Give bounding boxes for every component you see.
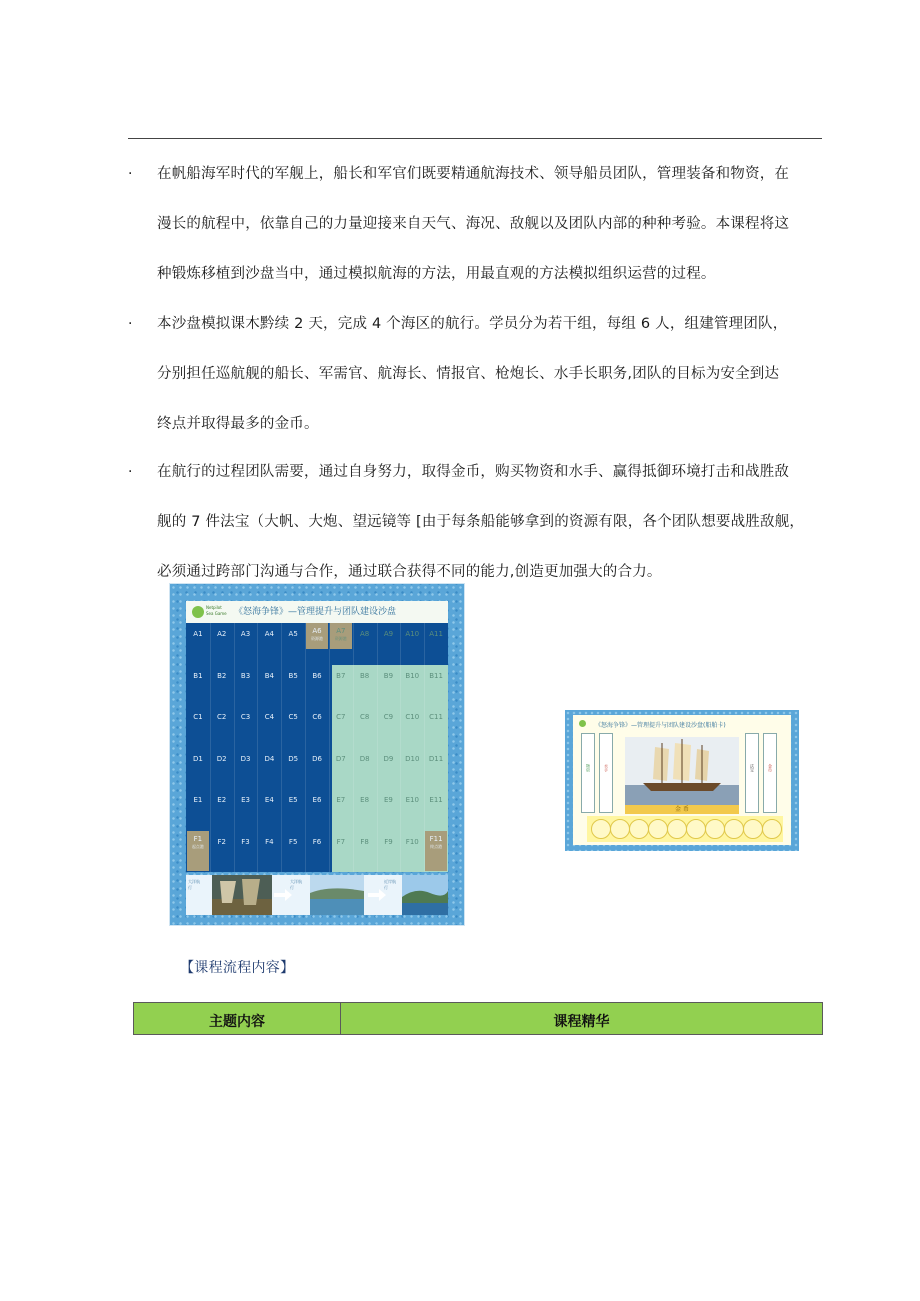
grid-cell-label: D6: [312, 754, 322, 763]
grid-cell: [305, 672, 329, 681]
grid-cell: [424, 630, 448, 639]
gold-bar: [625, 805, 739, 814]
grid-cell-label: F5: [288, 837, 298, 846]
grid-cell: [377, 796, 401, 805]
coin-slot-icon: [724, 819, 744, 839]
grid-cell-label: A9: [383, 630, 394, 638]
grid-cell: [400, 838, 424, 847]
grid-cell-label: B10: [405, 671, 420, 680]
grid-cell-label: E8: [360, 796, 370, 804]
grid-cell-label: A3: [240, 630, 251, 638]
port-label: 终点港: [430, 843, 443, 849]
grid-cell-label: C4: [264, 713, 275, 721]
grid-cell: [186, 796, 210, 805]
photo-caption: 大洋航行: [188, 879, 200, 890]
coast-photo: [310, 875, 364, 915]
coin-slot-icon: [591, 819, 611, 839]
grid-cell-label: C8: [359, 713, 370, 721]
grid-cell: [377, 672, 401, 681]
grid-cell: [186, 672, 210, 681]
photo-caption: 大洋航行: [290, 879, 302, 890]
grid-cell-label: C5: [288, 713, 298, 721]
coin-slot-icon: [743, 819, 763, 839]
grid-cell: [305, 838, 329, 847]
grid-cell-label: E11: [429, 796, 443, 804]
grid-cell-label: B2: [217, 671, 227, 680]
logo-icon: [192, 606, 204, 618]
grid-cell: [210, 796, 234, 805]
ship-card: [573, 715, 791, 845]
grid-cell-label: F11: [429, 834, 443, 843]
board-header: [186, 601, 448, 623]
sailing-ship-picture: [625, 737, 739, 805]
grid-cell-label: E9: [383, 796, 393, 804]
grid-cell: [353, 713, 377, 722]
grid-cell: [257, 838, 281, 847]
grid-cell-label: D7: [335, 754, 346, 763]
paragraph-line: 在航行的过程团队需要，通过自身努力，取得金币，购买物资和水手、赢得抵御环境打击和战胜敌: [157, 464, 790, 480]
section-label: 【课程流程内容】: [180, 960, 295, 976]
coin-slots: [587, 816, 783, 842]
grid-cell-label: D11: [428, 754, 444, 763]
card-title: 《怒海争锋》—管理提升与团队建设沙盘(船舶卡): [595, 722, 726, 729]
grid-cell-label: F4: [265, 837, 274, 846]
paragraph-line: 舰的 7 件法宝（大帆、大炮、望远镜等 [由于每条船能够拿到的资源有限，各个团队想要战胜敌舰，: [157, 514, 805, 530]
paragraph-line: 种锻炼移植到沙盘当中，通过模拟航海的方法，用最直观的方法模拟组织运营的过程。: [157, 266, 716, 282]
grid-cell: [424, 755, 448, 764]
grid-cell-label: F10: [405, 837, 419, 846]
course-flow-table: [133, 1002, 823, 1035]
grid-cell: [234, 838, 258, 847]
grid-cell: [329, 713, 353, 722]
grid-cell-label: B8: [359, 671, 370, 680]
bullet-icon: ·: [128, 166, 133, 182]
coin-slot-icon: [629, 819, 649, 839]
grid-cell-label: C6: [312, 713, 322, 721]
grid-cell: [234, 796, 258, 805]
grid-line: [305, 623, 306, 872]
grid-cell: [186, 630, 210, 639]
grid-line: [353, 623, 354, 872]
grid-cell-label: F8: [360, 837, 369, 846]
grid-cell-label: D3: [240, 754, 251, 763]
grid-cell-label: C3: [240, 713, 251, 721]
card-slot: [599, 733, 613, 813]
grid-cell: [257, 672, 281, 681]
grid-cell-label: E5: [288, 796, 298, 804]
grid-cell-label: C10: [405, 713, 420, 721]
grid-cell-label: E1: [193, 796, 203, 804]
board-photo-strip: [186, 875, 448, 915]
grid-cell: [257, 796, 281, 805]
gold-label: 金 币: [675, 806, 689, 813]
header-rule: [128, 138, 822, 139]
grid-cell: [353, 672, 377, 681]
grid-cell-label: C1: [193, 713, 203, 721]
grid-cell-label: A4: [264, 630, 274, 638]
grid-cell: [400, 630, 424, 639]
grid-cell: [210, 672, 234, 681]
card-slot-label: 水手: [604, 764, 609, 772]
grid-cell: [305, 796, 329, 805]
grid-cell-label: E3: [241, 796, 250, 804]
grid-cell: [377, 755, 401, 764]
grid-cell: [400, 672, 424, 681]
grid-cell-label: C11: [429, 713, 443, 721]
grid-cell: [257, 755, 281, 764]
grid-cell-label: E7: [336, 796, 346, 804]
grid-cell: [400, 755, 424, 764]
grid-cell: [281, 713, 305, 722]
coin-slot-icon: [648, 819, 668, 839]
grid-cell: [234, 672, 258, 681]
ship-card-image: [565, 710, 799, 851]
grid-line: [400, 623, 401, 872]
grid-cell: [234, 755, 258, 764]
coin-slot-icon: [667, 819, 687, 839]
grid-cell-label: F7: [336, 837, 346, 846]
grid-cell: [424, 796, 448, 805]
photo-caption: 近岸航行: [384, 879, 396, 890]
grid-line: [377, 623, 378, 872]
card-slot: [745, 733, 759, 813]
card-slot-label: 物资: [586, 764, 591, 772]
grid-cell-label: B3: [240, 671, 251, 680]
grid-cell-label: C2: [217, 713, 227, 721]
grid-cell: [186, 713, 210, 722]
grid-cell: [353, 796, 377, 805]
port-label: 起点港: [191, 843, 204, 849]
grid-cell: [210, 838, 234, 847]
paragraph-line: 在帆船海军时代的军舰上，船长和军官们既要精通航海技术、领导船员团队，管理装备和物资，在: [157, 166, 790, 182]
card-slot: [763, 733, 777, 813]
bullet-icon: ·: [128, 316, 133, 332]
table-header-row: [134, 1003, 823, 1035]
board-logo-text: Netpilot Sea Game: [206, 605, 227, 616]
grid-cell: [400, 796, 424, 805]
grid-cell: [281, 838, 305, 847]
grid-cell-label: B9: [383, 671, 394, 680]
grid-cell-label: A1: [193, 630, 203, 638]
grid-cell: [257, 630, 281, 639]
grid-cell-label: B1: [193, 671, 203, 680]
grid-cell: [329, 627, 353, 642]
grid-cell-label: B4: [264, 671, 274, 680]
grid-cell: [353, 630, 377, 639]
grid-cell: [377, 630, 401, 639]
grid-cell: [424, 835, 448, 850]
grid-cell: [329, 672, 353, 681]
island-photo: [402, 875, 448, 915]
grid-cell: [186, 755, 210, 764]
grid-cell: [257, 713, 281, 722]
board-grid: [186, 623, 448, 872]
grid-cell: [424, 672, 448, 681]
grid-cell: [234, 630, 258, 639]
grid-cell: [353, 838, 377, 847]
port-label: 资源港: [334, 636, 347, 641]
grid-cell-label: F9: [384, 837, 393, 846]
card-slot: [581, 733, 595, 813]
paragraph-line: 漫长的航程中，依靠自己的力量迎接来自天气、海况、敌舰以及团队内部的种种考验。本课程将这: [157, 216, 790, 232]
grid-cell-label: A2: [217, 630, 227, 638]
grid-cell: [377, 838, 401, 847]
grid-cell-label: D2: [216, 754, 227, 763]
paragraph-line: 分别担任巡航舰的船长、军需官、航海长、情报官、枪炮长、水手长职务,团队的目标为安全到达: [157, 366, 780, 382]
grid-cell-label: F6: [312, 837, 322, 846]
grid-cell: [400, 713, 424, 722]
grid-cell-label: F3: [241, 837, 250, 846]
grid-cell-label: D8: [359, 754, 370, 763]
grid-cell-label: E2: [217, 796, 227, 804]
grid-line: [281, 623, 282, 872]
paragraph-line: 本沙盘模拟课木黔续 2 天，完成 4 个海区的航行。学员分为若干组，每组 6 人，组建管理团队，: [157, 316, 788, 332]
port-label: 资源港: [310, 636, 323, 641]
grid-cell-label: E4: [264, 796, 274, 804]
sandbox-board-image: [170, 584, 464, 925]
logo-icon: [579, 720, 586, 727]
grid-cell: [210, 630, 234, 639]
coin-slot-icon: [686, 819, 706, 839]
grid-line: [329, 623, 330, 872]
card-slot-label: 金币: [768, 764, 773, 772]
grid-cell-label: E10: [405, 796, 419, 804]
grid-cell-label: F2: [217, 837, 226, 846]
grid-cell-label: B11: [429, 671, 443, 680]
paragraph-line: 终点并取得最多的金币。: [157, 416, 319, 432]
ship-photo: [212, 875, 272, 915]
grid-cell: [305, 627, 329, 642]
grid-cell-label: D4: [264, 754, 275, 763]
grid-cell-label: B6: [312, 671, 322, 680]
grid-cell-label: C9: [383, 713, 394, 721]
table-header-topic: 主题内容: [134, 1003, 341, 1035]
grid-cell-label: D5: [288, 754, 299, 763]
grid-cell-label: D9: [383, 754, 394, 763]
grid-line: [257, 623, 258, 872]
grid-cell: [281, 796, 305, 805]
grid-cell: [281, 672, 305, 681]
grid-cell-label: D1: [192, 754, 203, 763]
grid-cell: [234, 713, 258, 722]
grid-cell-label: F1: [193, 834, 203, 843]
grid-line: [210, 623, 211, 872]
grid-line: [234, 623, 235, 872]
grid-cell-label: A10: [405, 630, 420, 638]
grid-cell: [305, 713, 329, 722]
grid-cell: [329, 796, 353, 805]
grid-cell: [329, 838, 353, 847]
grid-cell: [353, 755, 377, 764]
grid-cell-label: A5: [288, 630, 298, 638]
bullet-icon: ·: [128, 464, 133, 480]
grid-cell-label: C7: [336, 713, 346, 721]
grid-cell: [305, 755, 329, 764]
grid-cell-label: A6: [312, 627, 322, 635]
grid-cell-label: B7: [336, 671, 346, 680]
paragraph-line: 必须通过跨部门沟通与合作，通过联合获得不同的能力,创造更加强大的合力。: [157, 564, 662, 580]
grid-cell: [424, 713, 448, 722]
grid-cell-label: D10: [405, 754, 420, 763]
grid-cell: [210, 755, 234, 764]
grid-cell: [377, 713, 401, 722]
grid-cell: [210, 713, 234, 722]
grid-cell-label: A11: [429, 630, 443, 638]
table-header-essence: 课程精华: [341, 1003, 823, 1035]
coin-slot-icon: [762, 819, 782, 839]
grid-cell-label: E6: [312, 796, 322, 804]
grid-cell: [186, 835, 210, 850]
grid-cell: [329, 755, 353, 764]
grid-cell: [281, 755, 305, 764]
grid-cell-label: B5: [288, 671, 298, 680]
grid-cell: [281, 630, 305, 639]
card-slot-label: 法宝: [750, 764, 755, 772]
grid-cell-label: A8: [360, 630, 370, 638]
board-title: 《怒海争锋》—管理提升与团队建设沙盘: [234, 607, 397, 617]
coin-slot-icon: [705, 819, 725, 839]
coin-slot-icon: [610, 819, 630, 839]
grid-cell-label: A7: [336, 627, 346, 635]
